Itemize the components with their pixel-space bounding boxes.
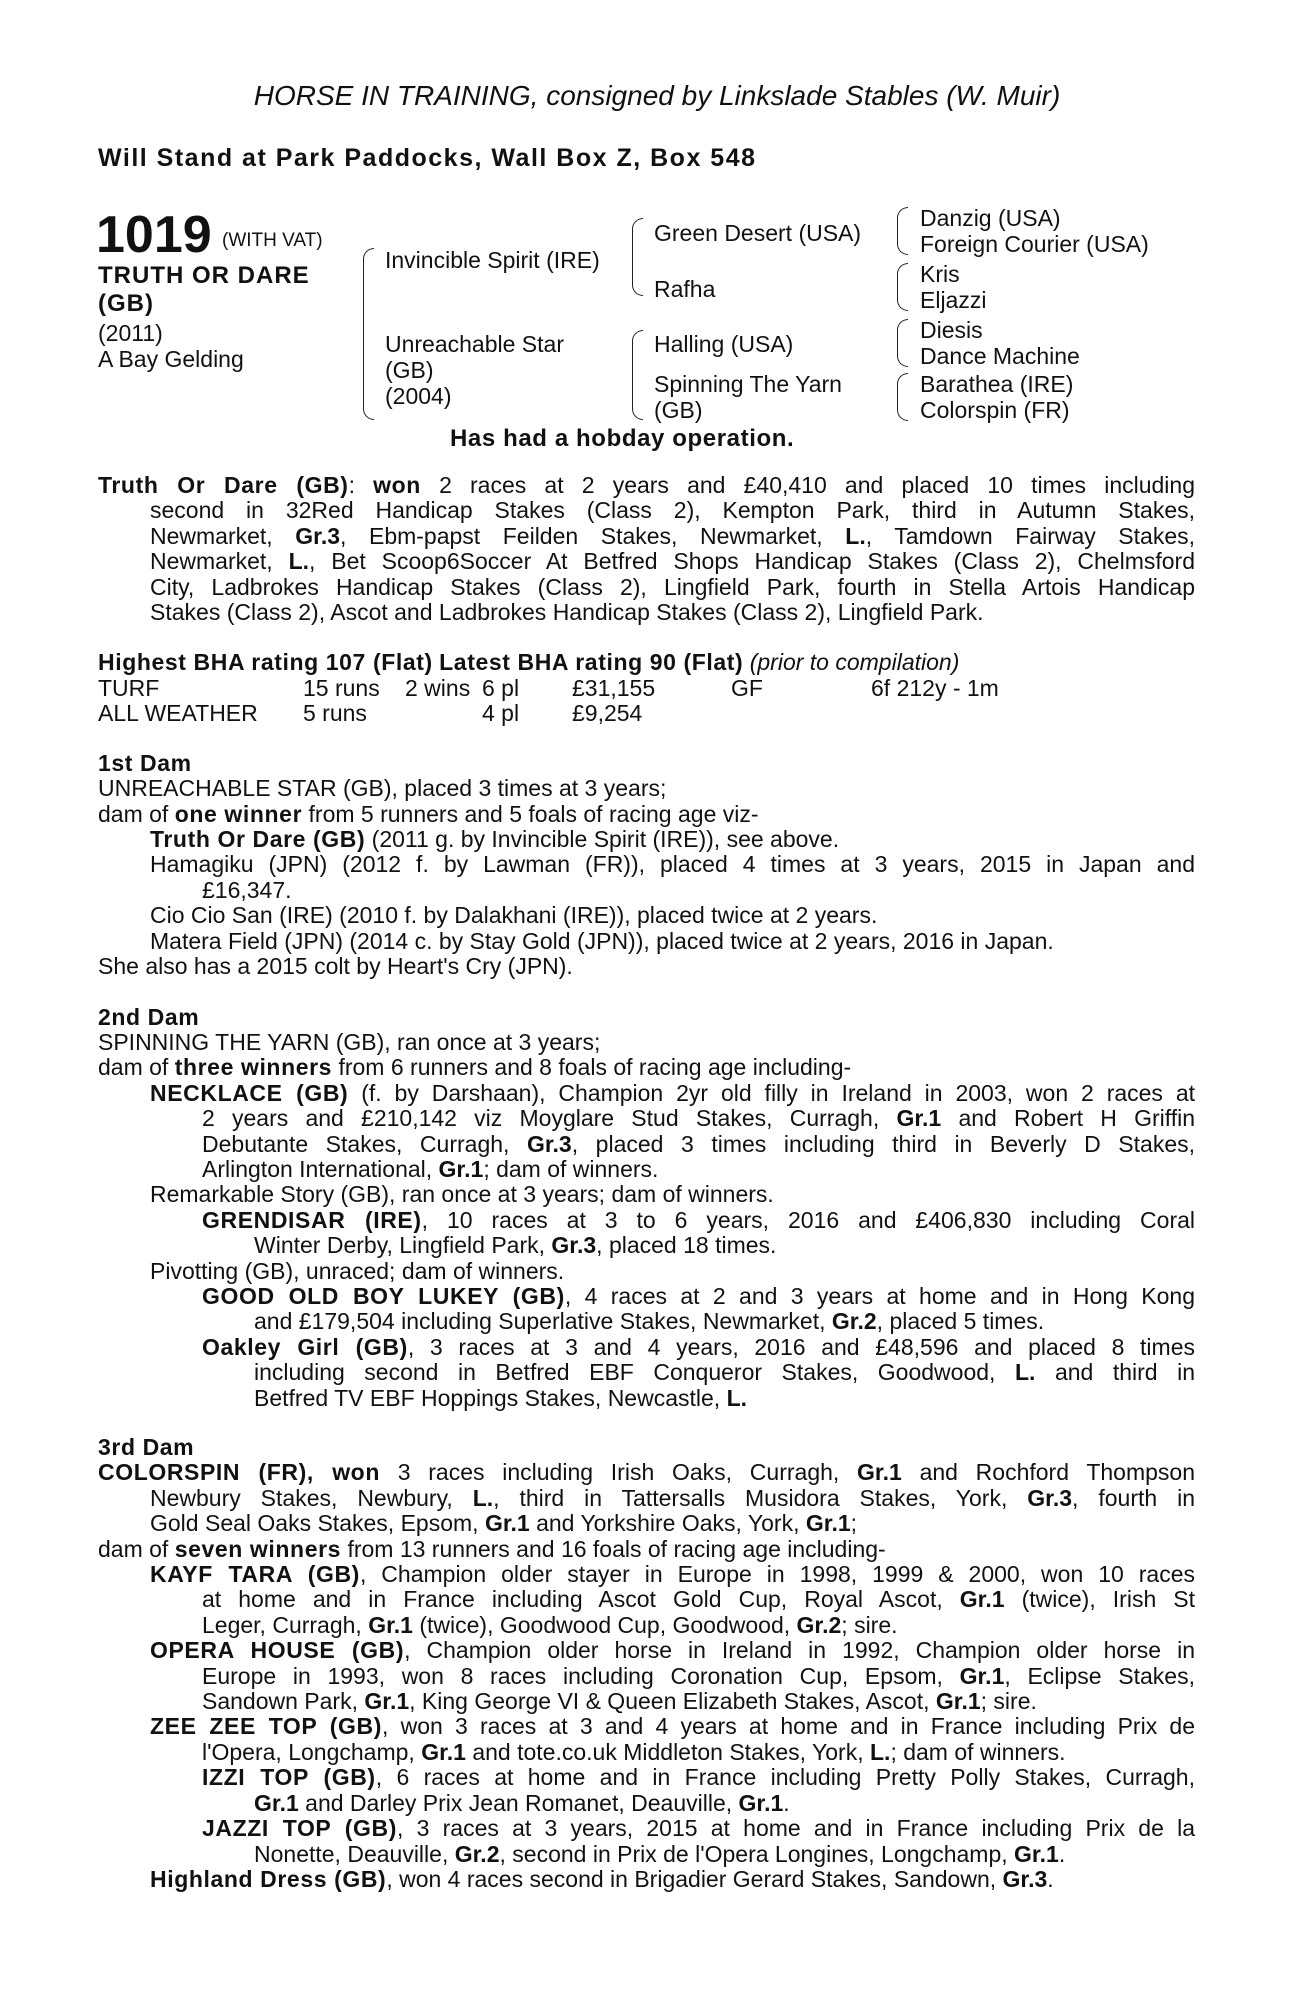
pedigree-brace [632, 330, 643, 420]
grade-mark: Gr.1 [368, 1611, 413, 1638]
race-record-text: second in 32Red Handicap Stakes (Class 2), Kempton Park, third in Autumn Stakes, [150, 497, 1195, 524]
race-record-text: 2 races at 2 years and £40,410 and placed 10 times including [439, 472, 1195, 498]
pedigree-ancestor: Colorspin (FR) [920, 397, 1070, 423]
offspring-text: , 4 races at 2 and 3 years at home and in Hong Kong [564, 1282, 1195, 1309]
third-dam-title: 3rd Dam [98, 1434, 195, 1460]
grade-mark: Gr.2 [831, 1308, 877, 1335]
rating-surface: TURF [98, 674, 160, 701]
offspring-text: ; sire. [841, 1611, 898, 1638]
pedigree-ancestor: Kris [920, 261, 960, 287]
dam-text: , third in Tattersalls Musidora Stakes, York, [493, 1484, 1008, 1511]
offspring-text: , placed 5 times. [876, 1308, 1045, 1335]
offspring-text: Betfred TV EBF Hoppings Stakes, Newcastle, [254, 1384, 721, 1411]
pedigree-dam-dam-suffix: (GB) [654, 397, 703, 423]
rating-going: GF [731, 674, 763, 701]
horse-description: A Bay Gelding [98, 346, 244, 372]
pedigree-brace [897, 373, 908, 421]
offspring-text: Hamagiku (JPN) (2012 f. by Lawman (FR)), placed 4 times at 3 years, 2015 in Japan and [150, 851, 1195, 878]
pedigree-ancestor: Foreign Courier (USA) [920, 231, 1149, 257]
offspring-text: ; dam of winners. [890, 1738, 1066, 1765]
offspring-text: l'Opera, Longchamp, [202, 1738, 415, 1765]
rating-note: (prior to compilation) [749, 649, 960, 676]
rating-surface: ALL WEATHER [98, 699, 258, 726]
offspring-text: and Darley Prix Jean Romanet, Deauville, [305, 1789, 733, 1816]
grade-mark: Gr.1 [421, 1738, 466, 1765]
offspring-text: and third in [1054, 1359, 1196, 1386]
pedigree-brace [632, 218, 643, 296]
pedigree-dam-dam: Spinning The Yarn [654, 371, 842, 397]
offspring-text: , 10 races at 3 to 6 years, 2016 and £406,830 including Coral [421, 1206, 1195, 1233]
offspring-text: , won 3 races at 3 and 4 years at home and in France including Prix de [381, 1713, 1196, 1740]
rating-runs: 15 runs [303, 674, 380, 701]
offspring-name: IZZI TOP (GB) [202, 1764, 376, 1791]
offspring-text: Arlington International, [202, 1155, 433, 1182]
pedigree-ancestor: Diesis [920, 317, 983, 343]
grade-mark: Gr.1 [1014, 1840, 1059, 1867]
race-record-text: , Tamdown Fairway Stakes, [865, 522, 1196, 549]
grade-mark: Gr.1 [959, 1662, 1005, 1689]
pedigree-sire-dam: Rafha [654, 276, 716, 302]
rating-distance: 6f 212y - 1m [871, 674, 999, 701]
pedigree-ancestor: Eljazzi [920, 287, 987, 313]
listed-mark: L. [869, 1738, 891, 1765]
pedigree-dam-suffix: (GB) [385, 357, 434, 383]
offspring-text: , Eclipse Stakes, [1004, 1662, 1195, 1689]
rating-prize: £31,155 [572, 674, 656, 701]
grade-mark: Gr.1 [254, 1789, 299, 1816]
offspring-text: including second in Betfred EBF Conqueror Stakes, Goodwood, [254, 1359, 996, 1386]
pedigree-brace [363, 248, 374, 420]
grade-mark: Gr.1 [935, 1688, 981, 1715]
offspring-text: Matera Field (JPN) (2014 c. by Stay Gold (JPN)), placed twice at 2 years, 2016 in Japan. [150, 927, 1054, 954]
race-record-text: Stakes (Class 2), Ascot and Ladbrokes Handicap Stakes (Class 2), Lingfield Park. [150, 599, 984, 626]
offspring-text: , Champion older horse in Ireland in 1992, Champion older horse in [404, 1637, 1195, 1664]
offspring-name: Truth Or Dare (GB) [150, 826, 366, 853]
offspring-text: , 3 races at 3 years, 2015 at home and in France including Prix de la [397, 1815, 1195, 1842]
grade-mark: Gr.3 [551, 1232, 597, 1259]
offspring-name: OPERA HOUSE (GB) [150, 1637, 405, 1664]
offspring-text: , placed 3 times including third in Beverly D Stakes, [571, 1130, 1195, 1157]
rating-wins: 2 wins [405, 674, 471, 701]
dam-text: Newbury Stakes, Newbury, [150, 1484, 453, 1511]
offspring-text: Europe in 1993, won 8 races including Coronation Cup, Epsom, [202, 1662, 943, 1689]
rating-prize: £9,254 [572, 699, 643, 726]
pedigree-ancestor: Dance Machine [920, 343, 1080, 369]
offspring-text: ; dam of winners. [483, 1155, 659, 1182]
winners-count: seven winners [174, 1535, 342, 1562]
offspring-text: . [1047, 1865, 1054, 1892]
grade-mark: Gr.1 [738, 1789, 784, 1816]
grade-mark: Gr.1 [896, 1105, 942, 1132]
offspring-name: Oakley Girl (GB) [202, 1333, 408, 1360]
consignor-header: HORSE IN TRAINING, consigned by Linkslade Stables (W. Muir) [253, 80, 1061, 111]
listed-mark: L. [472, 1484, 494, 1511]
pedigree-brace [897, 207, 908, 255]
listed-mark: L. [1014, 1359, 1036, 1386]
grade-mark: Gr.1 [484, 1510, 530, 1537]
grade-mark: Gr.1 [959, 1586, 1005, 1613]
grade-mark: Gr.3 [1027, 1484, 1073, 1511]
pedigree-dam-year: (2004) [385, 383, 452, 409]
offspring-text: . [783, 1789, 790, 1816]
grade-mark: Gr.2 [796, 1611, 842, 1638]
offspring-text: , placed 18 times. [596, 1232, 777, 1259]
lot-number: 1019 [96, 206, 212, 264]
grade-mark: Gr.1 [438, 1155, 484, 1182]
offspring-text: , won 4 races second in Brigadier Gerard Stakes, Sandown, [386, 1865, 997, 1892]
dam-text: dam of [98, 800, 169, 827]
listed-mark: L. [845, 522, 866, 549]
offspring-name: GRENDISAR (IRE) [202, 1206, 422, 1233]
ratings-row [98, 676, 1195, 701]
dam-text: and Rochford Thompson [919, 1459, 1196, 1486]
offspring-text: Nonette, Deauville, [254, 1840, 449, 1867]
pedigree-ancestor: Danzig (USA) [920, 205, 1061, 231]
offspring-name: JAZZI TOP (GB) [202, 1815, 398, 1842]
grade-mark: Gr.1 [857, 1459, 902, 1486]
offspring-name: NECKLACE (GB) [150, 1079, 349, 1106]
latest-rating: Latest BHA rating 90 (Flat) [439, 649, 744, 676]
dam-text: from 6 runners and 8 foals of racing age including- [338, 1054, 852, 1081]
pedigree-brace [897, 319, 908, 367]
offspring-text: and Robert H Griffin [958, 1105, 1196, 1132]
offspring-text: Remarkable Story (GB), ran once at 3 years; dam of winners. [150, 1181, 774, 1208]
foaling-year: (2011) [98, 320, 163, 346]
winners-count: three winners [174, 1054, 333, 1081]
rating-placed: 6 pl [482, 674, 520, 701]
catalogue-body: Truth Or Dare (GB): won 2 races at 2 years and £40,410 and placed 10 times including second in 32Red Handicap Stakes (Class 2), Kempton Park, third in Autumn Stakes, Newmarket, Gr.3, Ebm-papst Feilden Stakes, Newmarket, L., Tamdown Fairway Stakes, Newmarket, L., Bet Scoop6Soccer At Betfred Shops Handicap Stakes (Class 2), Chelmsford City, Ladbrokes Handicap Stakes (Class 2), Lingfield Park, fourth in Stella Artois Handicap Stakes (Class 2), Ascot and Ladbrokes Handicap Stakes (Class 2), Lingfield Park. Highest BHA rating 107 (Flat) Latest BHA rating 90 (Flat) (prior to compilation) TURF 15 runs 2 wins 6 pl £31,155 GF 6f 212y - 1m ALL WEATHER 5 runs 4 pl £9,254 1st Dam UNREACHABLE STAR (GB), placed 3 times at 3 years; dam of one winner from 5 runners and 5 foals of racing age viz- Truth Or Dare (GB) (2011 g. by Invincible Spirit (IRE)), see above. Hamagiku (JPN) (2012 f. by Lawman (FR)), placed 4 times at 3 years, 2015 in Japan and £16,347. Cio Cio San (IRE) (2010 f. by Dalakhani (IRE)), placed twice at 2 years. Matera Field (JPN) (2014 c. by Stay Gold (JPN)), placed twice at 2 years, 2016 in Japan. She also has a 2015 colt by Heart's Cry (JPN). 2nd Dam SPINNING THE YARN (GB), ran once at 3 years; dam of three winners from 6 runners and 8 foals of racing age including- NECKLACE (GB) (f. by Darshaan), Champion 2yr old filly in Ireland in 2003, won 2 races at 2 years and £210,142 viz Moyglare Stud Stakes, Curragh, Gr.1 and Robert H Griffin Debutante Stakes, Curragh, Gr.3, placed 3 times including third in Beverly D Stakes, Arlington International, Gr.1; dam of winners. Remarkable Story (GB), ran once at 3 years; dam of winners. GRENDISAR (IRE), 10 races at 3 to 6 years, 2016 and £406,830 including Coral Winter Derby, Lingfield Park, Gr.3, placed 18 times. Pivotting (GB), unraced; dam of winners. GOOD OLD BOY LUKEY (GB), 4 races at 2 and 3 years at home and in Hong Kong and £179,504 including Superlative Stakes, Newmarket, Gr.2, placed 5 times. Oakley Girl (GB), 3 races at 3 and 4 years, 2016 and £48,596 and placed 8 times including second in Betfred EBF Conqueror Stakes, Goodwood, L. and third in Betfred TV EBF Hoppings Stakes, Newcastle, L. 3rd Dam COLORSPIN (FR), won 3 races including Irish Oaks, Curragh, Gr.1 and Rochford Thompson Newbury Stakes, Newbury, L., third in Tattersalls Musidora Stakes, York, Gr.3, fourth in Gold Seal Oaks Stakes, Epsom, Gr.1 and Yorkshire Oaks, York, Gr.1; dam of seven winners from 13 runners and 16 foals of racing age including- KAYF TARA (GB), Champion older stayer in Europe in 1998, 1999 & 2000, won 10 races at home and in France including Ascot Gold Cup, Royal Ascot, Gr.1 (twice), Irish St Leger, Curragh, Gr.1 (twice), Goodwood Cup, Goodwood, Gr.2; sire. OPERA HOUSE (GB), Champion older horse in Ireland in 1992, Champion older horse in Europe in 1993, won 8 races including Coronation Cup, Epsom, Gr.1, Eclipse Stakes, Sandown Park, Gr.1, King George VI & Queen Elizabeth Stakes, Ascot, Gr.1; sire. ZEE ZEE TOP (GB), won 3 races at 3 and 4 years at home and in France including Prix de l'Opera, Longchamp, Gr.1 and tote.co.uk Middleton Stakes, York, L.; dam of winners. IZZI TOP (GB), 6 races at home and in France including Pretty Polly Stakes, Curragh, Gr.1 and Darley Prix Jean Romanet, Deauville, Gr.1. JAZZI TOP (GB), 3 races at 3 years, 2015 at home and in France including Prix de la Nonette, Deauville, Gr.2, second in Prix de l'Opera Longines, Longchamp, Gr.1. Highland Dress (GB), won 4 races second in Brigadier Gerard Stakes, Sandown, Gr.3. [98, 472, 1196, 1892]
dam-text: dam of [98, 1054, 169, 1081]
dam-text: ; [850, 1510, 858, 1537]
offspring-text: (2011 g. by Invincible Spirit (IRE)), see above. [371, 826, 840, 853]
offspring-text: Winter Derby, Lingfield Park, [254, 1232, 546, 1259]
pedigree-ancestor: Barathea (IRE) [920, 371, 1074, 397]
offspring-text: (twice), Goodwood Cup, Goodwood, [419, 1611, 791, 1638]
race-record-won: won [373, 472, 421, 498]
second-dam-title: 2nd Dam [98, 1003, 200, 1030]
grade-mark: Gr.1 [805, 1510, 851, 1537]
horse-name-suffix: (GB) [98, 290, 154, 317]
pedigree-brace [897, 263, 908, 311]
offspring-name: KAYF TARA (GB) [150, 1561, 360, 1588]
dam-text: and Yorkshire Oaks, York, [536, 1510, 800, 1537]
offspring-text: Cio Cio San (IRE) (2010 f. by Dalakhani (IRE)), placed twice at 2 years. [150, 902, 878, 929]
vat-note: (WITH VAT) [222, 230, 323, 251]
dam-text: , fourth in [1072, 1484, 1196, 1511]
dam-text: She also has a 2015 colt by Heart's Cry (JPN). [98, 953, 573, 980]
rating-placed: 4 pl [482, 699, 520, 726]
offspring-text: Leger, Curragh, [202, 1611, 362, 1638]
rating-runs: 5 runs [303, 699, 367, 726]
race-record-text: City, Ladbrokes Handicap Stakes (Class 2), Lingfield Park, fourth in Stella Artois Handicap [150, 573, 1195, 600]
highest-rating: Highest BHA rating 107 (Flat) [98, 649, 433, 676]
pedigree-sire-sire: Green Desert (USA) [654, 220, 862, 246]
offspring-text: Pivotting (GB), unraced; dam of winners. [150, 1257, 565, 1284]
dam-text: SPINNING THE YARN (GB), ran once at 3 years; [98, 1028, 601, 1055]
dam-text: from 5 runners and 5 foals of racing age viz- [308, 800, 759, 827]
offspring-text: , 6 races at home and in France including Pretty Polly Stakes, Curragh, [375, 1764, 1195, 1791]
pedigree-dam: Unreachable Star [385, 331, 564, 357]
ratings-row [98, 701, 1195, 726]
pedigree-dam-sire: Halling (USA) [654, 331, 794, 357]
grade-mark: Gr.3 [1002, 1865, 1048, 1892]
offspring-text: 2 years and £210,142 viz Moyglare Stud Stakes, Curragh, [202, 1105, 880, 1132]
offspring-name: ZEE ZEE TOP (GB) [150, 1713, 382, 1740]
offspring-text: . [1058, 1840, 1066, 1867]
offspring-name: Highland Dress (GB) [150, 1865, 387, 1892]
offspring-text: (f. by Darshaan), Champion 2yr old filly in Ireland in 2003, won 2 races at [361, 1079, 1196, 1106]
offspring-text: , 3 races at 3 and 4 years, 2016 and £48,596 and placed 8 times [407, 1333, 1195, 1360]
offspring-text: ; sire. [980, 1688, 1037, 1715]
offspring-name: GOOD OLD BOY LUKEY (GB) [202, 1282, 565, 1309]
dam-text: 3 races including Irish Oaks, Curragh, [397, 1459, 840, 1486]
dam-text: UNREACHABLE STAR (GB), placed 3 times at 3 years; [98, 775, 667, 802]
offspring-text: at home and in France including Ascot Gold Cup, Royal Ascot, [202, 1586, 943, 1613]
grade-mark: Gr.3 [295, 522, 341, 549]
winners-count: one winner [174, 800, 303, 827]
race-record-name: Truth Or Dare (GB) [98, 472, 349, 498]
listed-mark: L. [726, 1384, 748, 1411]
offspring-text: and tote.co.uk Middleton Stakes, York, [472, 1738, 864, 1765]
offspring-text: Debutante Stakes, Curragh, [202, 1130, 510, 1157]
dam-won: , won [306, 1459, 380, 1486]
offspring-text: (twice), Irish St [1021, 1586, 1196, 1613]
horse-name: TRUTH OR DARE [98, 262, 310, 289]
grade-mark: Gr.2 [454, 1840, 500, 1867]
offspring-text: and £179,504 including Superlative Stakes, Newmarket, [254, 1308, 826, 1335]
pedigree-sire: Invincible Spirit (IRE) [385, 247, 600, 273]
stand-location: Will Stand at Park Paddocks, Wall Box Z, Box 548 [98, 144, 757, 172]
grade-mark: Gr.1 [364, 1688, 410, 1715]
race-record-text: , Ebm-papst Feilden Stakes, Newmarket, [340, 522, 823, 549]
race-record-text: , Bet Scoop6Soccer At Betfred Shops Handicap Stakes (Class 2), Chelmsford [309, 548, 1195, 575]
hobday-note: Has had a hobday operation. [450, 425, 795, 452]
offspring-text: Sandown Park, [202, 1688, 358, 1715]
dam-text: dam of [98, 1535, 169, 1562]
offspring-text: , King George VI & Queen Elizabeth Stakes, Ascot, [409, 1688, 930, 1715]
race-record-text: Newmarket, [150, 522, 273, 549]
dam-name: COLORSPIN (FR) [98, 1459, 307, 1486]
offspring-text: , second in Prix de l'Opera Longines, Longchamp, [499, 1840, 1008, 1867]
offspring-text: , Champion older stayer in Europe in 1998, 1999 & 2000, won 10 races [359, 1561, 1195, 1588]
dam-text: from 13 runners and 16 foals of racing age including- [347, 1535, 886, 1562]
first-dam-title: 1st Dam [98, 749, 192, 776]
race-record-text: Newmarket, [150, 548, 273, 575]
offspring-text: £16,347. [202, 876, 292, 903]
grade-mark: Gr.3 [526, 1130, 572, 1157]
dam-text: Gold Seal Oaks Stakes, Epsom, [150, 1510, 479, 1537]
listed-mark: L. [288, 548, 310, 575]
